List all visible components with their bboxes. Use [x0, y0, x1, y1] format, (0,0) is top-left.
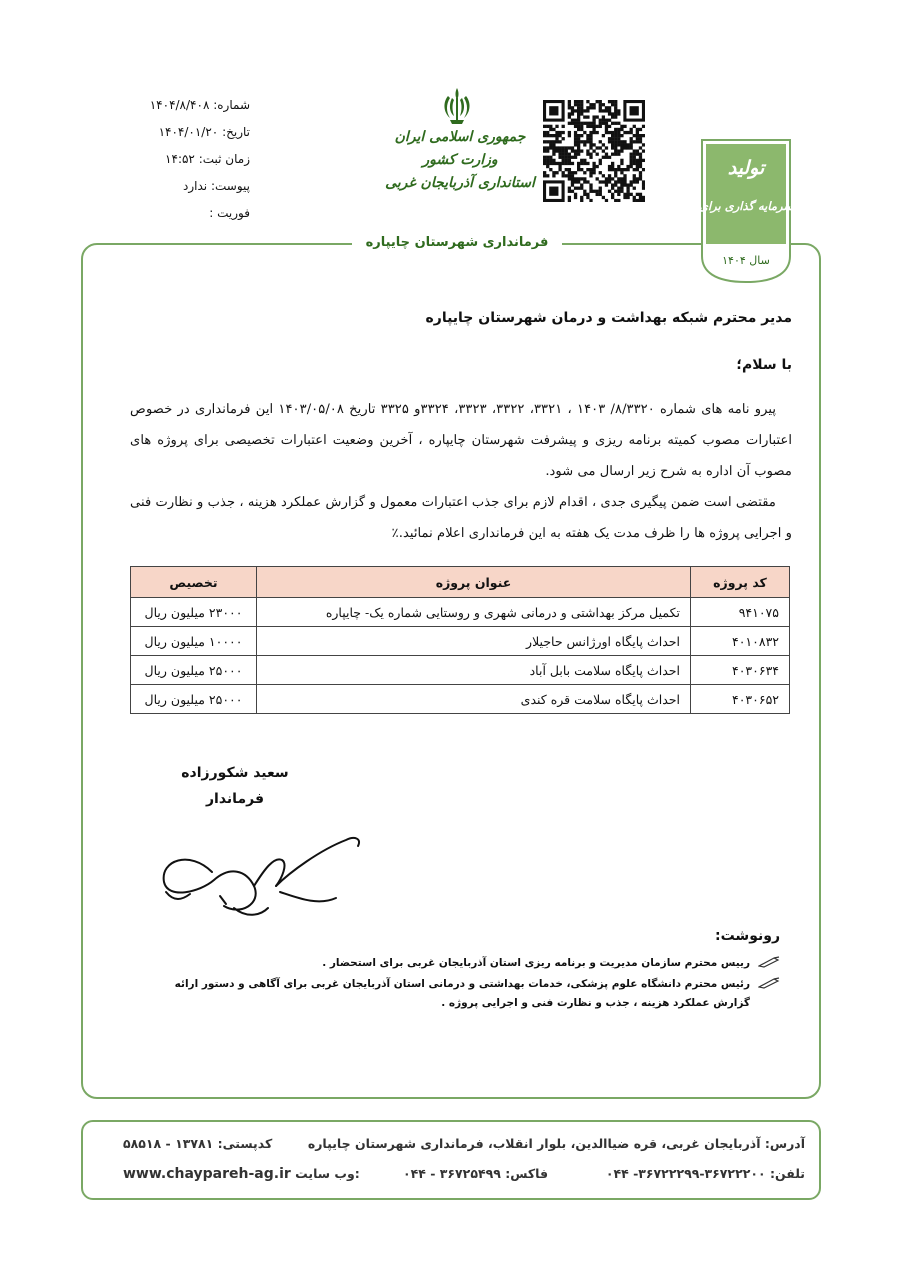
footer-website-row	[123, 1166, 360, 1182]
number-row	[130, 92, 250, 119]
slogan-year: سال ۱۴۰۴	[722, 254, 770, 267]
ministry-heading	[380, 126, 540, 195]
urgency-row	[130, 200, 250, 227]
cc-item	[140, 954, 780, 973]
project-title: احداث پایگاه سلامت قره کندی	[257, 685, 691, 714]
attachment-label: پیوست:	[210, 179, 250, 193]
cc-title: رونوشت:	[715, 928, 780, 944]
date-label: تاریخ:	[222, 125, 250, 139]
signer-position: فرماندار	[205, 791, 264, 807]
project-code: ۹۴۱۰۷۵	[691, 598, 790, 627]
recipient: مدیر محترم شبکه بهداشت و درمان شهرستان چایپاره	[425, 310, 792, 326]
signer-block	[150, 760, 320, 812]
website-label: وب سایت:	[295, 1166, 360, 1181]
table-header-row	[131, 567, 790, 598]
cc-item-text: رییس محترم سازمان مدیریت و برنامه ریزی استان آذربایجان غربی برای استحضار .	[322, 957, 750, 969]
urgency-label: فوریت :	[209, 206, 250, 220]
number-label: شماره:	[213, 98, 250, 112]
country-name: جمهوری اسلامی ایران	[394, 129, 526, 145]
attachment-value: ندارد	[183, 179, 208, 193]
table-row	[131, 685, 790, 714]
website-link[interactable]: www.chaypareh-ag.ir	[123, 1166, 291, 1182]
project-code: ۴۰۱۰۸۳۲	[691, 627, 790, 656]
project-code: ۴۰۳۰۶۳۴	[691, 656, 790, 685]
cc-item-text: رئیس محترم دانشگاه علوم پزشکی، خدمات بهداشتی و درمانی استان آذربایجان غربی برای آگاهی و دستور ارائه گزارش عملکرد هزینه ، جذب و نظارت فنی و اجرایی پروژه .	[174, 978, 750, 1009]
time-label: زمان ثبت:	[198, 152, 250, 166]
footer-address: آدرس: آذربایجان غربی، قره ضیاالدین، بلوار انقلاب، فرمانداری شهرستان چایپاره	[307, 1136, 805, 1151]
project-allocation: ۲۵۰۰۰ میلیون ریال	[131, 685, 257, 714]
attachment-row	[130, 173, 250, 200]
signer-name: سعید شکورزاده	[181, 765, 289, 781]
project-allocation: ۱۰۰۰۰ میلیون ریال	[131, 627, 257, 656]
date-row	[130, 119, 250, 146]
table-row	[131, 656, 790, 685]
qr-code	[543, 100, 645, 202]
footer-phone: تلفن: ۳۶۷۲۲۲۰۰-۳۶۷۲۲۲۹۹- ۰۴۴	[605, 1166, 805, 1181]
iran-emblem-icon	[440, 86, 474, 126]
table-row	[131, 598, 790, 627]
projects-table	[130, 566, 790, 714]
time-row	[130, 146, 250, 173]
handwritten-signature	[150, 820, 370, 930]
header-title: عنوان پروژه	[257, 567, 691, 598]
cc-list	[140, 954, 780, 1015]
project-code: ۴۰۳۰۶۵۲	[691, 685, 790, 714]
project-title: احداث پایگاه سلامت بابل آباد	[257, 656, 691, 685]
province-governorate: استانداری آذربایجان غربی	[385, 175, 535, 191]
date-value: ۱۴۰۴/۰۱/۲۰	[158, 125, 219, 139]
governorate-title: فرمانداری شهرستان چایپاره	[352, 232, 562, 254]
project-title: احداث پایگاه اورژانس حاجیلار	[257, 627, 691, 656]
footer-fax: فاکس: ۳۶۷۲۵۴۹۹ - ۰۴۴	[403, 1166, 549, 1181]
footer	[81, 1120, 821, 1200]
header-code: کد پروژه	[691, 567, 790, 598]
slogan-line2: سرمایه گذاری برای	[698, 199, 794, 213]
pen-icon	[758, 956, 780, 968]
pen-icon	[758, 977, 780, 989]
project-allocation: ۲۳۰۰۰ میلیون ریال	[131, 598, 257, 627]
number-value: ۱۴۰۴/۸/۴۰۸	[149, 98, 210, 112]
slogan-line1: تولید	[727, 157, 765, 179]
project-title: تکمیل مرکز بهداشتی و درمانی شهری و روستایی شماره یک- چایپاره	[257, 598, 691, 627]
body-paragraph-2: مقتضی است ضمن پیگیری جدی ، اقدام لازم برای جذب اعتبارات معمول و گزارش عملکرد هزینه ، جذب و نظارت فنی و اجرایی پروژه ها را ظرف مدت یک هفته به این فرمانداری اعلام نمائید.٪	[130, 495, 792, 541]
letter-meta	[130, 92, 250, 227]
ministry-name: وزارت کشور	[422, 152, 498, 168]
cc-item	[140, 975, 780, 1013]
body-paragraph-1: پیرو نامه های شماره ۸/۳۳۲۰/ ۱۴۰۳ ، ۳۳۲۱، ۳۳۲۲، ۳۳۲۳، ۳۳۲۴و ۳۳۲۵ تاریخ ۱۴۰۳/۰۵/۰۸ این فرمانداری در خصوص اعتبارات مصوب کمیته برنامه ریزی و پیشرفت شهرستان چایپاره ، آخرین وضعیت اعتبارات تخصیصی برای پروژه های مصوب آن اداره به شرح زیر ارسال می شود.	[130, 402, 792, 479]
greeting: با سلام؛	[736, 357, 792, 373]
letter-body	[130, 394, 792, 549]
year-slogan-badge	[698, 136, 794, 286]
time-value: ۱۴:۵۲	[165, 152, 195, 166]
table-row	[131, 627, 790, 656]
footer-postal: کدپستی: ۱۳۷۸۱ - ۵۸۵۱۸	[123, 1136, 273, 1151]
project-allocation: ۲۵۰۰۰ میلیون ریال	[131, 656, 257, 685]
header-allocation: تخصیص	[131, 567, 257, 598]
